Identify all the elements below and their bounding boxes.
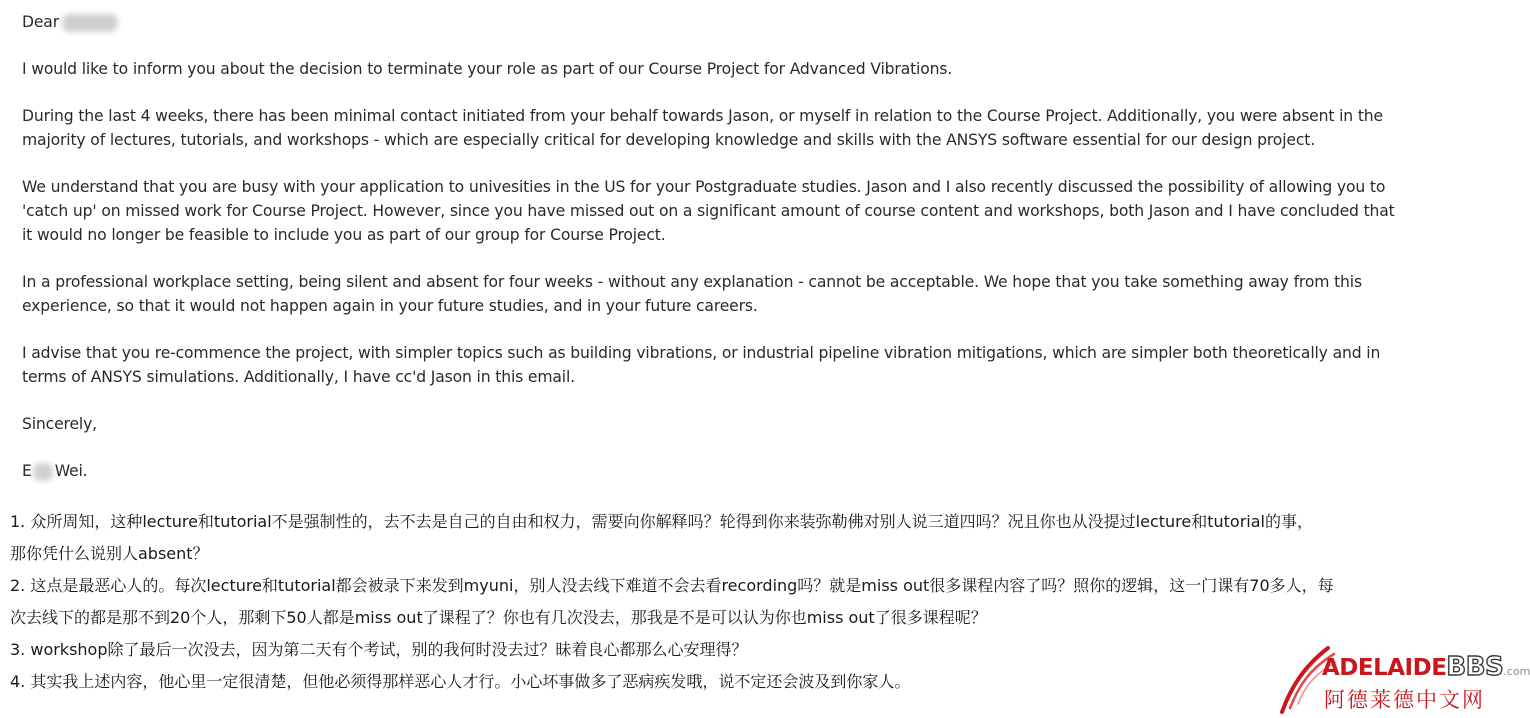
- redacted-name: [62, 14, 118, 32]
- comment-line: 1. 众所周知，这种lecture和tutorial不是强制性的，去不去是自己的自由和权力，需要向你解释吗？轮得到你来装弥勒佛对别人说三道四吗？况且你也从没提过lecture和tutorial的事，: [10, 512, 1313, 531]
- adelaidebbs-watermark: [1276, 638, 1530, 716]
- email-paragraph-line: I advise that you re-commence the project, with simpler topics such as building vibrations, or industrial pipeline vibration mitigations, which are simpler both theoretically and in: [22, 344, 1381, 362]
- email-paragraph-line: majority of lectures, tutorials, and workshops - which are especially critical for developing knowledge and skills with the ANSYS software essential for our design project.: [22, 131, 1316, 149]
- redacted-signature: [33, 463, 53, 481]
- watermark-brand: ADELAIDEBBS.com: [1322, 652, 1530, 682]
- email-body: [22, 10, 1492, 483]
- greeting: Dear: [22, 13, 59, 31]
- email-paragraph-line: During the last 4 weeks, there has been minimal contact initiated from your behalf towards Jason, or myself in relation to the Course Project. Additionally, you were absent in the: [22, 107, 1383, 125]
- comment-line: 2. 这点是最恶心人的。每次lecture和tutorial都会被录下来发到myuni，别人没去线下难道不会去看recording吗？就是miss out很多课程内容了吗？照你的逻辑，这一门课有70多人，每: [10, 576, 1334, 595]
- signature-initial: E: [22, 462, 32, 480]
- signature-surname: Wei.: [54, 462, 88, 480]
- comment-line: 那你凭什么说别人absent？: [10, 544, 209, 563]
- closing: Sincerely,: [22, 415, 97, 433]
- comment-line: 4. 其实我上述内容，他心里一定很清楚，但他必须得那样恶心人才行。小心坏事做多了恶病疾发哦，说不定还会波及到你家人。: [10, 672, 911, 691]
- email-paragraph-line: terms of ANSYS simulations. Additionally, I have cc'd Jason in this email.: [22, 368, 575, 386]
- watermark-chinese-name: 阿德莱德中文网: [1324, 688, 1485, 712]
- comment-line: 3. workshop除了最后一次没去，因为第二天有个考试，别的我何时没去过？昧着良心都那么心安理得？: [10, 640, 748, 659]
- greeting-line: [22, 10, 1492, 34]
- email-paragraph-line: I would like to inform you about the decision to terminate your role as part of our Course Project for Advanced Vibrations.: [22, 60, 953, 78]
- comment-line: 次去线下的都是那不到20个人，那剩下50人都是miss out了课程了？你也有几次没去，那我是不是可以认为你也miss out了很多课程呢？: [10, 608, 987, 627]
- email-paragraph-line: it would no longer be feasible to include you as part of our group for Course Project.: [22, 226, 666, 244]
- email-paragraph-line: experience, so that it would not happen again in your future studies, and in your future careers.: [22, 297, 758, 315]
- email-paragraph-line: We understand that you are busy with your application to univesities in the US for your Postgraduate studies. Jason and I also recently discussed the possibility of allowing you to: [22, 178, 1386, 196]
- signature: [22, 459, 1492, 483]
- email-paragraph-line: 'catch up' on missed work for Course Project. However, since you have missed out on a significant amount of course content and workshops, both Jason and I have concluded that: [22, 202, 1395, 220]
- email-paragraph-line: In a professional workplace setting, being silent and absent for four weeks - without any explanation - cannot be acceptable. We hope that you take something away from this: [22, 273, 1362, 291]
- email-paragraphs: [22, 57, 1492, 412]
